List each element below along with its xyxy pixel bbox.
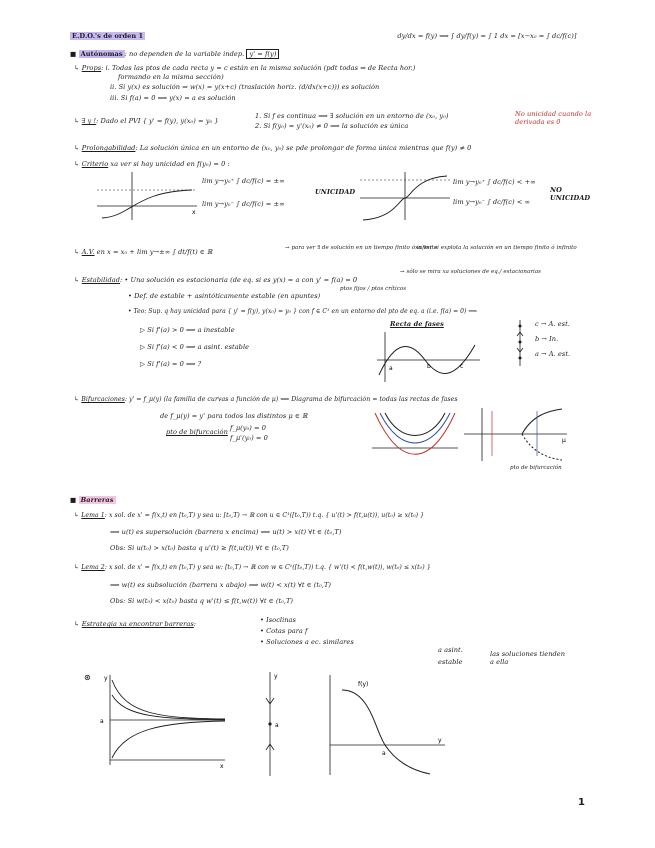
exist-line: ↳ ∃ y !: Dado el PVI { y' = f(y), y(x₀) = y₀ } <box>74 117 219 125</box>
bifur-text-2: de f_μ(y) = y' para todos los distintos μ ∈ ℝ <box>160 412 308 420</box>
prolong-line: ↳ Prolongabilidad: La solución única en un entorno de (x₀, y₀) se pde prolongar de forma única mientras que f(y) ≠ 0 <box>74 144 472 152</box>
crit-graph1-x: x <box>192 209 196 216</box>
autonomas-heading: Autónomas <box>80 50 123 58</box>
brace-note: las soluciones tienden a ella <box>490 650 566 666</box>
prop-3: iii. Si f(a) = 0 ⟹ y(x) = a es solución <box>110 94 236 102</box>
fase-a: a → A. est. <box>535 350 571 358</box>
brace-2: estable <box>438 658 463 666</box>
estrat-s1: • Isoclinas <box>260 616 296 624</box>
crit-no-unicidad: NO UNICIDAD <box>550 186 591 202</box>
recta-fases-label: Recta de fases <box>390 320 444 328</box>
fase-graph-a: a <box>389 365 393 372</box>
estab-c1: ▷ Si f'(a) > 0 ⟹ a inestable <box>140 326 235 334</box>
crit-lim-3: lim y→y₀⁺ ∫ dc/f(c) < +∞ <box>453 178 536 186</box>
estab-b1: • Una solución es estacionaria (de eq. si es y(x) = a con y' = f(a) = 0 <box>124 276 358 284</box>
estrat-label: Estrategia xa encontrar barreras <box>81 620 194 628</box>
barrier-phase-y: y <box>274 673 278 680</box>
page-title: E.D.O.'s de orden 1 <box>72 32 144 40</box>
prolong-text: : La solución única en un entorno de (x₀, y₀) se pde prolongar de forma única mientras que f(y) ≠ 0 <box>135 144 472 152</box>
lema1-line: ↳ Lema 1: x sol. de x' = f(x,t) en [t₀,T) y sea u: [t₀,T) → ℝ con u ∈ C¹([t₀,T)) t.q. { u'(t) > f(t,u(t)), u(t₀) ≥ x(t₀) } <box>74 512 425 519</box>
bifur-graph-2 <box>462 406 572 464</box>
bifur-text: : y' = f_μ(y) (la familia de curvas a función de μ) ⟹ Diagrama de bifurcación = todas las rectas de fases <box>124 396 458 403</box>
prop-2: ii. Si y(x) es solución ⇒ w(x) = y(x+c) (traslación horiz. (d/dx(x+c))) es solución <box>110 83 380 91</box>
fase-c: c → A. est. <box>535 320 570 328</box>
av-label: A.V. <box>81 248 95 256</box>
fase-graph-b: b <box>427 363 431 370</box>
fase-b: b → In. <box>535 335 559 343</box>
crit-unicidad: UNICIDAD <box>315 188 356 196</box>
exist-case-1: 1. Si f es continua ⟹ ∃ solución en un entorno de (x₀, y₀) <box>255 112 449 120</box>
estab-c2: ▷ Si f'(a) < 0 ⟹ a asint. estable <box>140 343 250 351</box>
barrier-fy-a: a <box>382 750 386 757</box>
notes-page <box>70 30 595 820</box>
estrat-line: ↳ Estrategia xa encontrar barreras: <box>74 620 197 628</box>
barrier-fy-y: y <box>438 737 442 744</box>
criterio-graph-no-unicidad <box>355 170 455 225</box>
estab-b2: • Def. de estable + asintóticamente estable (en apuntes) <box>128 292 321 300</box>
lema2-label: Lema 2 <box>81 564 105 571</box>
recta-fases-graph <box>375 330 485 385</box>
estrat-s3: • Soluciones a ec. similares <box>260 638 354 646</box>
bifur-cond-2: f_μ'(y₀) = 0 <box>230 434 268 442</box>
bifur-cond-1: f_μ(y₀) = 0 <box>230 424 266 432</box>
barrier-fy-label: f(y) <box>358 681 369 688</box>
exist-case-2: 2. Si f(y₀) = y'(x₀) ≠ 0 ⟹ la solución es única <box>255 122 409 130</box>
crit-lim-4: lim y→y₀⁻ ∫ dc/f(c) < ∞ <box>453 198 531 206</box>
barreras-heading-line: ■ Barreras <box>70 496 114 504</box>
title-formula: dy/dx = f(y) ⟹ ∫ dy/f(y) = ∫ 1 dx = [x−x₀ = ∫ dc/f(c)] <box>397 32 577 40</box>
criterio-line: ↳ Criterio xa ver si hay unicidad en f(y₀) = 0 : <box>74 160 230 168</box>
barrier-fy-graph <box>320 670 450 780</box>
barrier-phase-a: a <box>275 722 279 729</box>
brace-1: a asint. <box>438 646 463 654</box>
obs2: Obs: Si w(t₀) < x(t₀) basta q w'(t) ≤ f(t,w(t)) ∀t ∈ (t₀,T) <box>110 597 294 605</box>
phase-line-arrows <box>510 318 530 368</box>
lema1-text: : x sol. de x' = f(x,t) en [t₀,T) y sea u: [t₀,T) → ℝ con u ∈ C¹([t₀,T)) t.q. { u'(t) > f(t,u(t)), u(t₀) ≥ x(t₀) } <box>104 512 425 519</box>
estrat-s2: • Cotas para f <box>260 627 308 635</box>
barrier-graph1-x: x <box>220 763 224 770</box>
prop-1: i. Todas las ptos de cada recta y = c están en la misma solución (pdt todas ⇒ de Recta hor.) <box>105 64 416 72</box>
lema1-label: Lema 1 <box>81 512 105 519</box>
barrier-graph1-a: a <box>100 718 104 725</box>
av-text: en x = x₀ + lim y→±∞ ∫ dt/f(t) ∈ ℝ <box>96 248 213 256</box>
barrier-graph1-star: ⊛ <box>84 673 91 682</box>
barreras-heading: Barreras <box>80 496 114 504</box>
crit-lim-1: lim y→y₀⁺ ∫ dc/f(c) = ±∞ <box>202 177 285 185</box>
page-number: 1 <box>578 797 585 808</box>
props-label: Props <box>81 64 102 72</box>
title-line <box>70 32 576 40</box>
obs1: Obs: Si u(t₀) > x(t₀) basta q u'(t) ≥ f(t,u(t)) ∀t ∈ (t₀,T) <box>110 544 289 552</box>
criterio-graph-unicidad <box>92 170 202 225</box>
lema2-text: : x sol. de x' = f(x,t) en [t₀,T) y sea w: [t₀,T) → ℝ con w ∈ C¹([t₀,T)) t.q. { w'(t) < f(t,w(t)), w(t₀) ≤ x(t₀) } <box>104 564 431 571</box>
estab-label: Estabilidad <box>81 276 120 284</box>
barrier-phase-line <box>250 670 290 780</box>
estab-line: ↳ Estabilidad: • Una solución es estacionaria (de eq. si es y(x) = a con y' = f(a) = 0 <box>74 276 358 284</box>
bifur-graph-1 <box>370 408 460 463</box>
av-note-2: xa ver si explota la solución en un tiempo finito ó infinito <box>415 245 577 251</box>
exist-note: No unicidad cuando la derivada es 0 <box>515 110 592 126</box>
criterio-text: xa ver si hay unicidad en f(y₀) = 0 : <box>110 160 230 168</box>
autonomas-boxed-eq: y' = f(y) <box>246 49 279 59</box>
prop-1b: formando en la misma sección) <box>118 73 224 81</box>
autonomas-text: : no dependen de la variable indep. <box>124 50 245 58</box>
lema2-line: ↳ Lema 2: x sol. de x' = f(x,t) en [t₀,T) y sea w: [t₀,T) → ℝ con w ∈ C¹([t₀,T)) t.q. { w'(t) < f(t,w(t)), w(t₀) ≤ x(t₀) } <box>74 564 431 571</box>
exist-label: ∃ y ! <box>81 117 97 125</box>
autonomas-line: ■ Autónomas : no dependen de la variable indep. y' = f(y) <box>70 50 279 58</box>
estab-b1-note: → sólo se mira xa soluciones de eq./ estacionarias <box>400 269 542 275</box>
bifur-line: ↳ Bifurcaciones: y' = f_μ(y) (la familia de curvas a función de μ) ⟹ Diagrama de bifurcación = todas las rectas de fases <box>74 396 458 403</box>
props-line-1: ↳ Props: i. Todas las ptos de cada recta y = c están en la misma solución (pdt todas ⇒ de Recta hor.) <box>74 64 416 72</box>
bifur-graph-mu: μ <box>562 437 566 444</box>
bifur-label: Bifurcaciones <box>81 396 125 403</box>
barrier-graph1-y: y <box>104 675 108 682</box>
bifur-pto: pto de bifurcación <box>166 428 228 436</box>
crit-lim-2: lim y→y₀⁻ ∫ dc/f(c) = ±∞ <box>202 200 285 208</box>
estab-c3: ▷ Si f'(a) = 0 ⟹ ? <box>140 360 202 368</box>
lema1-b: ⟹ u(t) es supersolución (barrera x encima) ⟹ u(t) > x(t) ∀t ∈ (t₀,T) <box>110 528 342 536</box>
barrier-graph-1 <box>80 670 230 770</box>
fase-graph-c: c <box>460 363 464 370</box>
estab-teo: • Teo: Sup. q hay unicidad para { y' = f(y), y(x₀) = y₀ } con f ∈ C¹ en un entorno del pto de eq. a (i.e. f(a) = 0) ⟹ <box>128 308 478 315</box>
criterio-label: Criterio <box>81 160 109 168</box>
lema2-b: ⟹ w(t) es subsolución (barrera x abajo) ⟹ w(t) < x(t) ∀t ∈ (t₀,T) <box>110 581 332 589</box>
av-line: ↳ A.V. en x = x₀ + lim y→±∞ ∫ dt/f(t) ∈ ℝ <box>74 248 213 256</box>
av-note-1: → para ver ∃ de solución en un tiempo finito ó infinito <box>285 245 438 251</box>
prolong-label: Prolongabilidad <box>81 144 136 152</box>
bifur-tag: pto de bifurcación <box>510 465 562 471</box>
exist-text: : Dado el PVI { y' = f(y), y(x₀) = y₀ } <box>96 117 219 125</box>
estab-b2-note: ptos fijos / ptos críticos <box>340 286 407 292</box>
